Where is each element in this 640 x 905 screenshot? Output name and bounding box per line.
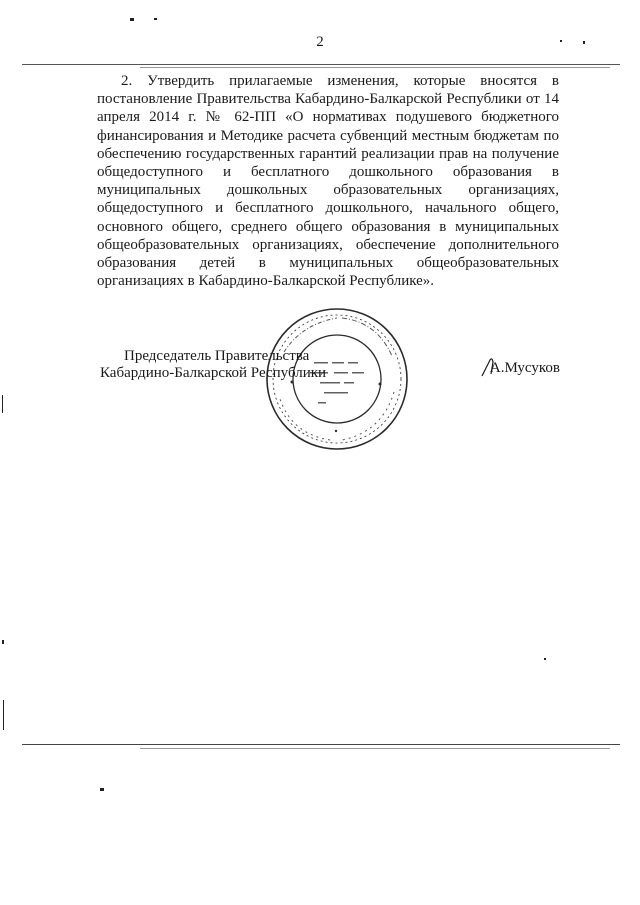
footer-rule-secondary: [140, 748, 610, 749]
decree-paragraph: 2. Утвердить прилагаемые изменения, которые вносятся в постановление Правительства Кабардино-Балкарской Республики от 14 апреля 2014 г. № 62-ПП «О нормативах подушевого бюджетного финансирования и Методике расчета субвенций местным бюджетам по обеспечению государственных гарантий реализации прав на получение общедоступного и бесплатного дошкольного образования в муниципальных дошкольных образовательных организациях, общедоступного и бесплатного дошкольного, начального общего, основного общего, среднего общего образования в муниципальных общеобразовательных организациях, обеспечение дополнительного образования детей в муниципальных общеобразовательных организациях в Кабардино-Балкарской Республике».: [97, 73, 559, 290]
scan-speck: [2, 640, 4, 644]
scan-speck: [544, 658, 546, 660]
scan-speck: [100, 788, 104, 791]
header-rule: [22, 64, 620, 65]
scan-speck: [2, 395, 3, 413]
scan-speck: [3, 700, 4, 730]
scan-speck: [130, 18, 134, 21]
scan-speck: [154, 18, 157, 20]
handwritten-signature: [478, 354, 508, 380]
footer-rule: [22, 744, 620, 745]
signatory-title-line1: Председатель Правительства: [124, 348, 310, 364]
signatory-title-line2: Кабардино-Балкарской Республики: [100, 365, 327, 381]
page-number: 2: [316, 34, 324, 50]
signatory-name: А.Мусуков: [489, 360, 560, 376]
header-rule-secondary: [140, 67, 610, 68]
